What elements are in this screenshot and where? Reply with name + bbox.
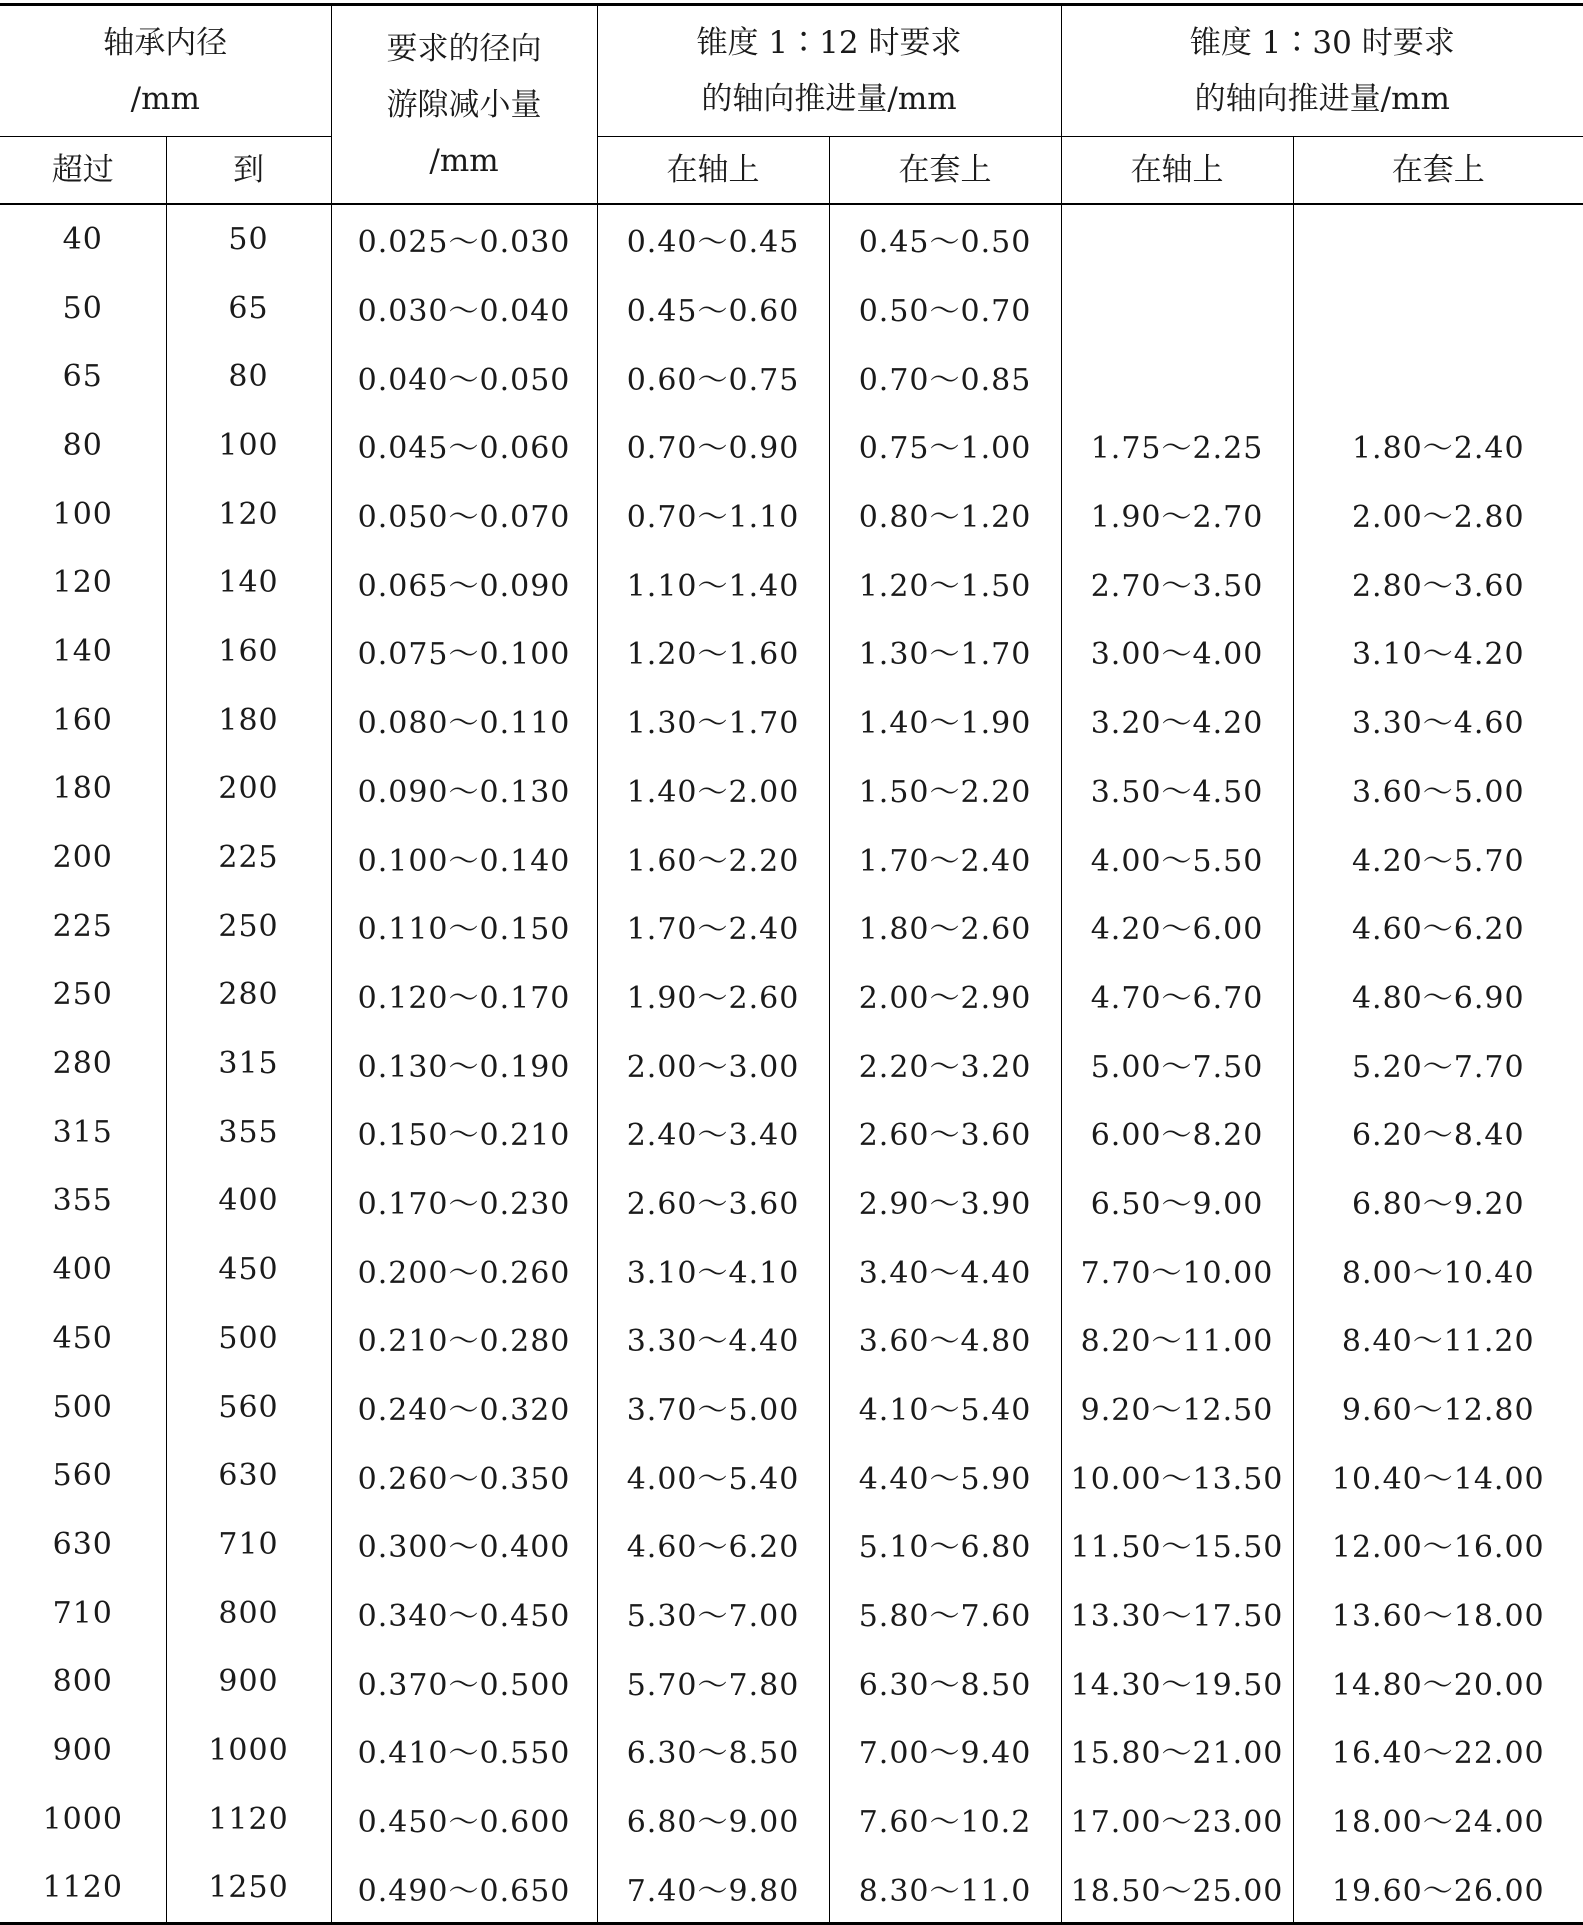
t30-shaft-cell: 3.00～4.00 [1061,617,1293,686]
table-row [0,961,1583,1030]
t12-sleeve-cell: 3.40～4.40 [829,1235,1061,1304]
t30-shaft-cell: 7.70～10.00 [1061,1235,1293,1304]
over-cell: 710 [0,1579,166,1648]
table-row [0,1304,1583,1373]
t30-shaft-cell: 9.20～12.50 [1061,1373,1293,1442]
over-cell: 900 [0,1716,166,1785]
over-cell: 40 [0,204,166,274]
header-line: /mm [130,81,200,117]
header-line: 游隙减小量 [386,86,542,123]
header-line: 锥度 1∶30 时要求 [1189,25,1455,61]
over-cell: 1120 [0,1854,166,1924]
to-cell: 500 [166,1304,331,1373]
to-cell: 1120 [166,1785,331,1854]
t12-sleeve-cell: 4.10～5.40 [829,1373,1061,1442]
t12-sleeve-cell: 6.30～8.50 [829,1647,1061,1716]
over-cell: 280 [0,1029,166,1098]
t12-shaft-cell: 0.70～1.10 [597,480,829,549]
t12-sleeve-cell: 8.30～11.0 [829,1854,1061,1924]
t12-shaft-cell: 0.70～0.90 [597,411,829,480]
t12-shaft-cell: 1.40～2.00 [597,755,829,824]
t30-shaft-cell: 1.75～2.25 [1061,411,1293,480]
table-row [0,204,1583,274]
t30-shaft-cell: 2.70～3.50 [1061,548,1293,617]
t30-shaft-cell [1061,274,1293,343]
t12-shaft-cell: 1.60～2.20 [597,823,829,892]
to-cell: 250 [166,892,331,961]
over-cell: 315 [0,1098,166,1167]
clearance-cell: 0.050～0.070 [331,480,597,549]
table-row [0,548,1583,617]
t12-shaft-cell: 0.45～0.60 [597,274,829,343]
clearance-cell: 0.080～0.110 [331,686,597,755]
t12-sleeve-cell: 1.30～1.70 [829,617,1061,686]
t30-sleeve-cell: 2.80～3.60 [1351,568,1525,604]
t30-sleeve-cell: 6.20～8.40 [1351,1118,1525,1154]
to-cell: 160 [166,617,331,686]
clearance-cell: 0.410～0.550 [331,1716,597,1785]
to-cell: 1000 [166,1716,331,1785]
t30-shaft-cell: 4.00～5.50 [1061,823,1293,892]
table-row [0,1785,1583,1854]
clearance-cell: 0.490～0.650 [331,1854,597,1924]
over-cell: 140 [0,617,166,686]
t12-shaft-cell: 1.70～2.40 [597,892,829,961]
t30-sleeve-cell: 8.40～11.20 [1341,1324,1535,1360]
t30-sleeve-cell: 6.80～9.20 [1351,1186,1525,1222]
clearance-cell: 0.090～0.130 [331,755,597,824]
t12-shaft-cell: 0.60～0.75 [597,342,829,411]
t30-sleeve-cell [1293,274,1583,343]
t12-shaft-cell: 4.00～5.40 [597,1441,829,1510]
t12-shaft-cell: 0.40～0.45 [597,204,829,274]
table-row [0,274,1583,343]
t12-shaft-cell: 1.10～1.40 [597,548,829,617]
table-row [0,342,1583,411]
clearance-cell: 0.110～0.150 [331,892,597,961]
t30-shaft-cell: 8.20～11.00 [1061,1304,1293,1373]
over-cell: 180 [0,755,166,824]
t30-shaft-cell: 6.00～8.20 [1061,1098,1293,1167]
t30-sleeve-cell: 9.60～12.80 [1341,1393,1535,1429]
table-row [0,823,1583,892]
header-line: 轴承内径 [103,25,228,61]
over-cell: 120 [0,548,166,617]
t12-shaft-cell: 2.00～3.00 [597,1029,829,1098]
t12-shaft-cell: 5.30～7.00 [597,1579,829,1648]
clearance-cell: 0.200～0.260 [331,1235,597,1304]
clearance-cell: 0.075～0.100 [331,617,597,686]
to-cell: 315 [166,1029,331,1098]
to-cell: 1250 [166,1854,331,1924]
t12-sleeve-cell: 7.00～9.40 [829,1716,1061,1785]
t12-shaft-cell: 6.30～8.50 [597,1716,829,1785]
clearance-cell: 0.150～0.210 [331,1098,597,1167]
t30-sleeve-cell: 13.60～18.00 [1331,1599,1545,1635]
t12-sleeve-cell: 0.70～0.85 [829,342,1061,411]
t30-on-sleeve-header: 在套上 [1293,137,1583,205]
clearance-cell: 0.210～0.280 [331,1304,597,1373]
taper-1-30-header [1061,5,1583,137]
t12-sleeve-cell: 2.00～2.90 [829,961,1061,1030]
clearance-cell: 0.065～0.090 [331,548,597,617]
t12-sleeve-cell: 0.80～1.20 [829,480,1061,549]
header-line: 锥度 1∶12 时要求 [696,25,962,61]
header-line: 要求的径向 [386,30,542,67]
to-cell: 180 [166,686,331,755]
to-cell: 560 [166,1373,331,1442]
t12-sleeve-cell: 5.10～6.80 [829,1510,1061,1579]
t30-on-shaft-header: 在轴上 [1061,137,1293,205]
t30-sleeve-cell: 3.60～5.00 [1351,774,1525,810]
over-cell: 560 [0,1441,166,1510]
t30-shaft-cell [1061,342,1293,411]
clearance-cell: 0.100～0.140 [331,823,597,892]
to-cell: 900 [166,1647,331,1716]
t30-sleeve-cell: 10.40～14.00 [1331,1461,1545,1497]
clearance-cell: 0.450～0.600 [331,1785,597,1854]
t12-shaft-cell: 2.40～3.40 [597,1098,829,1167]
t30-shaft-cell: 1.90～2.70 [1061,480,1293,549]
t12-shaft-cell: 1.90～2.60 [597,961,829,1030]
clearance-cell: 0.260～0.350 [331,1441,597,1510]
over-cell: 450 [0,1304,166,1373]
t12-sleeve-cell: 4.40～5.90 [829,1441,1061,1510]
to-cell: 50 [166,204,331,274]
clearance-cell: 0.025～0.030 [331,204,597,274]
t12-shaft-cell: 6.80～9.00 [597,1785,829,1854]
t12-sleeve-cell: 1.20～1.50 [829,548,1061,617]
table-row [0,411,1583,480]
to-cell: 280 [166,961,331,1030]
t12-sleeve-cell: 2.60～3.60 [829,1098,1061,1167]
t30-sleeve-cell: 16.40～22.00 [1331,1736,1545,1772]
t30-shaft-cell: 3.20～4.20 [1061,686,1293,755]
to-cell: 710 [166,1510,331,1579]
table-row [0,1854,1583,1924]
over-cell: 355 [0,1167,166,1236]
header-line: 的轴向推进量/mm [701,81,957,117]
t30-sleeve-cell: 5.20～7.70 [1351,1049,1525,1085]
t12-shaft-cell: 1.20～1.60 [597,617,829,686]
t30-shaft-cell: 3.50～4.50 [1061,755,1293,824]
clearance-reduction-header [331,5,597,205]
over-cell: 65 [0,342,166,411]
over-cell: 80 [0,411,166,480]
t30-sleeve-cell: 18.00～24.00 [1331,1805,1545,1841]
to-cell: 120 [166,480,331,549]
table-row [0,1373,1583,1442]
over-cell: 800 [0,1647,166,1716]
t12-sleeve-cell: 1.80～2.60 [829,892,1061,961]
t12-shaft-cell: 1.30～1.70 [597,686,829,755]
over-cell: 200 [0,823,166,892]
t12-sleeve-cell: 2.90～3.90 [829,1167,1061,1236]
to-cell: 200 [166,755,331,824]
to-cell: 400 [166,1167,331,1236]
t30-sleeve-cell: 19.60～26.00 [1293,1854,1583,1924]
t30-shaft-cell [1061,204,1293,274]
clearance-cell: 0.045～0.060 [331,411,597,480]
t12-shaft-cell: 4.60～6.20 [597,1510,829,1579]
t12-sleeve-cell: 1.70～2.40 [829,823,1061,892]
t12-shaft-cell: 3.30～4.40 [597,1304,829,1373]
clearance-cell: 0.030～0.040 [331,274,597,343]
to-cell: 630 [166,1441,331,1510]
bore-diameter-header [0,5,331,137]
t30-sleeve-cell: 3.30～4.60 [1351,706,1525,742]
t30-shaft-cell: 11.50～15.50 [1061,1510,1293,1579]
to-header: 到 [166,137,331,205]
clearance-cell: 0.120～0.170 [331,961,597,1030]
over-cell: 400 [0,1235,166,1304]
to-cell: 355 [166,1098,331,1167]
clearance-cell: 0.170～0.230 [331,1167,597,1236]
taper-1-12-header [597,5,1061,137]
t12-sleeve-cell: 7.60～10.2 [829,1785,1061,1854]
header-line: /mm [429,142,499,179]
table-row [0,1441,1583,1510]
t30-sleeve-cell: 2.00～2.80 [1351,500,1525,536]
to-cell: 140 [166,548,331,617]
t30-sleeve-cell: 4.60～6.20 [1351,912,1525,948]
t30-shaft-cell: 18.50～25.00 [1061,1854,1293,1924]
t30-shaft-cell: 13.30～17.50 [1061,1579,1293,1648]
table-row [0,1579,1583,1648]
t30-sleeve-cell [1293,204,1583,274]
t12-sleeve-cell: 1.40～1.90 [829,686,1061,755]
over-cell: 225 [0,892,166,961]
to-cell: 100 [166,411,331,480]
over-cell: 1000 [0,1785,166,1854]
t12-sleeve-cell: 0.75～1.00 [829,411,1061,480]
t12-sleeve-cell: 5.80～7.60 [829,1579,1061,1648]
table-row [0,1716,1583,1785]
over-header: 超过 [0,137,166,205]
to-cell: 800 [166,1579,331,1648]
t12-shaft-cell: 3.10～4.10 [597,1235,829,1304]
t30-sleeve-cell: 3.10～4.20 [1351,637,1525,673]
clearance-cell: 0.040～0.050 [331,342,597,411]
to-cell: 225 [166,823,331,892]
over-cell: 50 [0,274,166,343]
table-row [0,1235,1583,1304]
t12-shaft-cell: 3.70～5.00 [597,1373,829,1442]
t12-on-sleeve-header: 在套上 [829,137,1061,205]
to-cell: 450 [166,1235,331,1304]
axial-drive-table [0,3,1583,1925]
table-row [0,480,1583,549]
table-row [0,892,1583,961]
table-row [0,686,1583,755]
t30-sleeve-cell: 8.00～10.40 [1341,1255,1535,1291]
table-row [0,1029,1583,1098]
clearance-cell: 0.240～0.320 [331,1373,597,1442]
over-cell: 500 [0,1373,166,1442]
clearance-cell: 0.340～0.450 [331,1579,597,1648]
clearance-cell: 0.130～0.190 [331,1029,597,1098]
t12-sleeve-cell: 1.50～2.20 [829,755,1061,824]
t12-sleeve-cell: 2.20～3.20 [829,1029,1061,1098]
t12-sleeve-cell: 0.50～0.70 [829,274,1061,343]
t30-shaft-cell: 5.00～7.50 [1061,1029,1293,1098]
t30-sleeve-cell: 12.00～16.00 [1331,1530,1545,1566]
t12-on-shaft-header: 在轴上 [597,137,829,205]
clearance-cell: 0.370～0.500 [331,1647,597,1716]
table-row [0,1167,1583,1236]
table-row [0,1098,1583,1167]
clearance-cell: 0.300～0.400 [331,1510,597,1579]
to-cell: 80 [166,342,331,411]
table-row [0,1510,1583,1579]
t30-sleeve-cell: 4.20～5.70 [1351,843,1525,879]
over-cell: 250 [0,961,166,1030]
table-header [0,5,1583,205]
t12-shaft-cell: 5.70～7.80 [597,1647,829,1716]
t30-shaft-cell: 14.30～19.50 [1061,1647,1293,1716]
t30-shaft-cell: 17.00～23.00 [1061,1785,1293,1854]
t30-shaft-cell: 15.80～21.00 [1061,1716,1293,1785]
table-row [0,755,1583,824]
t30-sleeve-cell [1293,342,1583,411]
t30-shaft-cell: 4.20～6.00 [1061,892,1293,961]
table-body [0,204,1583,1924]
table-row [0,1647,1583,1716]
t12-sleeve-cell: 3.60～4.80 [829,1304,1061,1373]
t30-shaft-cell: 10.00～13.50 [1061,1441,1293,1510]
over-cell: 160 [0,686,166,755]
t30-shaft-cell: 4.70～6.70 [1061,961,1293,1030]
t30-sleeve-cell: 4.80～6.90 [1351,980,1525,1016]
t30-sleeve-cell: 1.80～2.40 [1351,431,1525,467]
t30-sleeve-cell: 14.80～20.00 [1331,1667,1545,1703]
over-cell: 630 [0,1510,166,1579]
t12-sleeve-cell: 0.45～0.50 [829,204,1061,274]
table-row [0,617,1583,686]
t12-shaft-cell: 7.40～9.80 [597,1854,829,1924]
header-line: 的轴向推进量/mm [1194,81,1450,117]
t30-shaft-cell: 6.50～9.00 [1061,1167,1293,1236]
to-cell: 65 [166,274,331,343]
t12-shaft-cell: 2.60～3.60 [597,1167,829,1236]
over-cell: 100 [0,480,166,549]
